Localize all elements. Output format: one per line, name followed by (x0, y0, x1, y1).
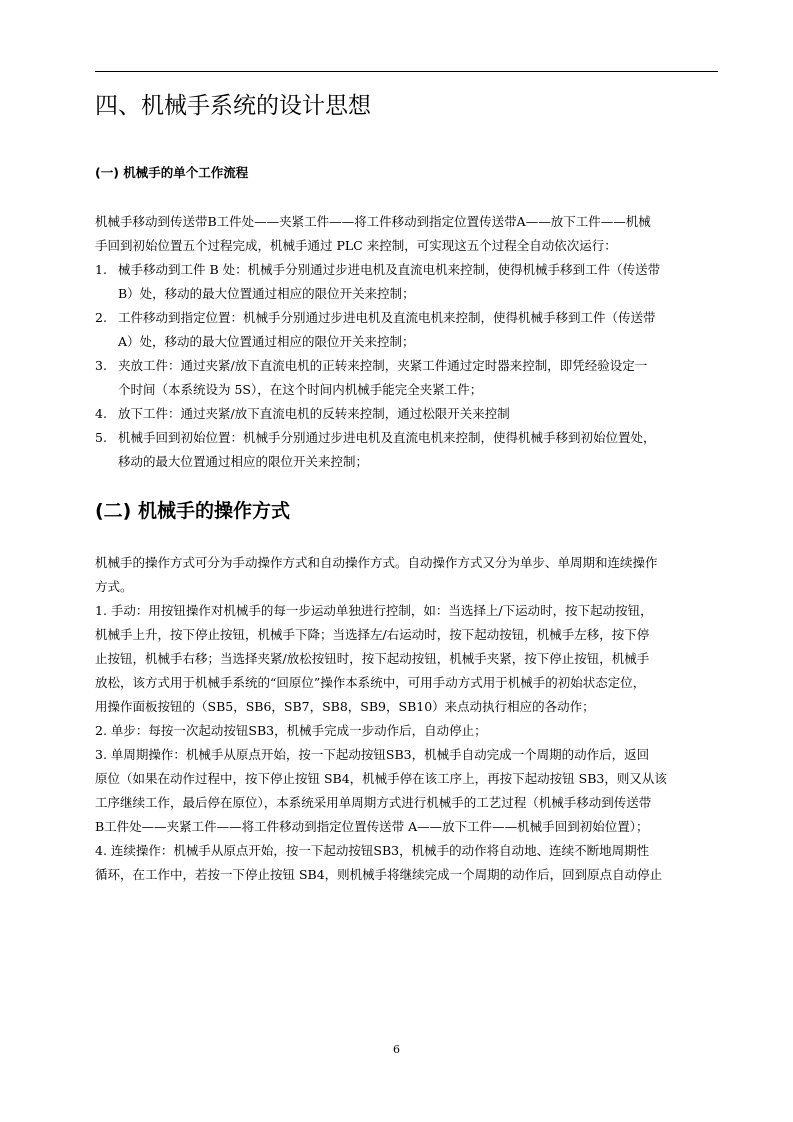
header-rule (95, 71, 718, 72)
chapter-heading: 四、机械手系统的设计思想 (95, 93, 371, 119)
paragraph-line: 4. 连续操作：机械手从原点开始，按一下起动按钮SB3，机械手的动作将自动地、连续不断地周期性 (95, 843, 650, 858)
paragraph-line: 放松，该方式用于机械手系统的“回原位”操作本系统中，可用手动方式用于机械手的初始状态定位， (95, 675, 646, 690)
paragraph-line: 用操作面板按钮的（SB5，SB6，SB7，SB8，SB9，SB10）来点动执行相应的各动作； (95, 699, 595, 714)
list-item-line: 机械手回到初始位置：机械手分别通过步进电机及直流电机来控制，使得机械手移到初始位置处， (118, 430, 656, 445)
paragraph-line: 机械手的操作方式可分为手动操作方式和自动操作方式。自动操作方式又分为单步、单周期和连续操作 (95, 555, 658, 570)
paragraph-line: B工件处——夹紧工件——将工件移动到指定位置传送带 A——放下工件——机械手回到初始位置）； (95, 819, 649, 834)
list-item-number: 1. (95, 262, 107, 277)
paragraph-line: 止按钮，机械手右移；当选择夹紧/放松按钮时，按下起动按钮，机械手夹紧，按下停止按钮，机械手 (95, 651, 650, 666)
list-item-line: 个时间（本系统设为 5S），在这个时间内机械手能完全夹紧工件； (118, 382, 483, 397)
paragraph-line: 机械手移动到传送带B工件处——夹紧工件——将工件移动到指定位置传送带A——放下工件——机械 (95, 214, 651, 229)
list-item-number: 2. (95, 310, 107, 325)
paragraph-line: 机械手上升，按下停止按钮，机械手下降；当选择左/右运动时，按下起动按钮，机械手左移，按下停 (95, 627, 650, 642)
list-item-line: A）处，移动的最大位置通过相应的限位开关来控制； (118, 334, 415, 349)
paragraph-line: 手回到初始位置五个过程完成，机械手通过 PLC 来控制，可实现这五个过程全自动依次运行： (95, 238, 617, 253)
list-item-line: 夹放工件：通过夹紧/放下直流电机的正转来控制，夹紧工件通过定时器来控制，即凭经验设定一 (118, 358, 648, 373)
section2-title: (二) 机械手的操作方式 (95, 500, 290, 522)
list-item-number: 4. (95, 406, 107, 421)
paragraph-line: 2. 单步：每按一次起动按钮SB3，机械手完成一步动作后，自动停止； (95, 723, 487, 738)
list-item-line: 工件移动到指定位置：机械手分别通过步进电机及直流电机来控制，使得机械手移到工件（传送带 (118, 310, 656, 325)
paragraph-line: 1. 手动：用按钮操作对机械手的每一步运动单独进行控制，如：当选择上/下运动时，按下起动按钮， (95, 603, 653, 618)
section1-title: (一) 机械手的单个工作流程 (95, 165, 249, 180)
paragraph-line: 方式。 (95, 579, 133, 594)
list-item-line: 移动的最大位置通过相应的限位开关来控制； (118, 454, 369, 469)
paragraph-line: 循环，在工作中，若按一下停止按钮 SB4，则机械手将继续完成一个周期的动作后，回到原点自动停止 (95, 867, 663, 882)
paragraph-line: 原位（如果在动作过程中，按下停止按钮 SB4，机械手停在该工序上，再按下起动按钮 SB3，则又从该 (95, 771, 667, 786)
list-item-number: 5. (95, 430, 107, 445)
list-item-line: B）处，移动的最大位置通过相应的限位开关来控制； (118, 286, 415, 301)
list-item-number: 3. (95, 358, 107, 373)
list-item-line: 械手移动到工件 B 处：机械手分别通过步进电机及直流电机来控制，使得机械手移到工件（传送带 (118, 262, 661, 277)
list-item-line: 放下工件：通过夹紧/放下直流电机的反转来控制，通过松限开关来控制 (118, 406, 510, 421)
paragraph-line: 工序继续工作，最后停在原位），本系统采用单周期方式进行机械手的工艺过程（机械手移动到传送带 (95, 795, 652, 810)
page-number: 6 (393, 1043, 400, 1056)
paragraph-line: 3. 单周期操作：机械手从原点开始，按一下起动按钮SB3，机械手自动完成一个周期的动作后，返回 (95, 747, 650, 762)
